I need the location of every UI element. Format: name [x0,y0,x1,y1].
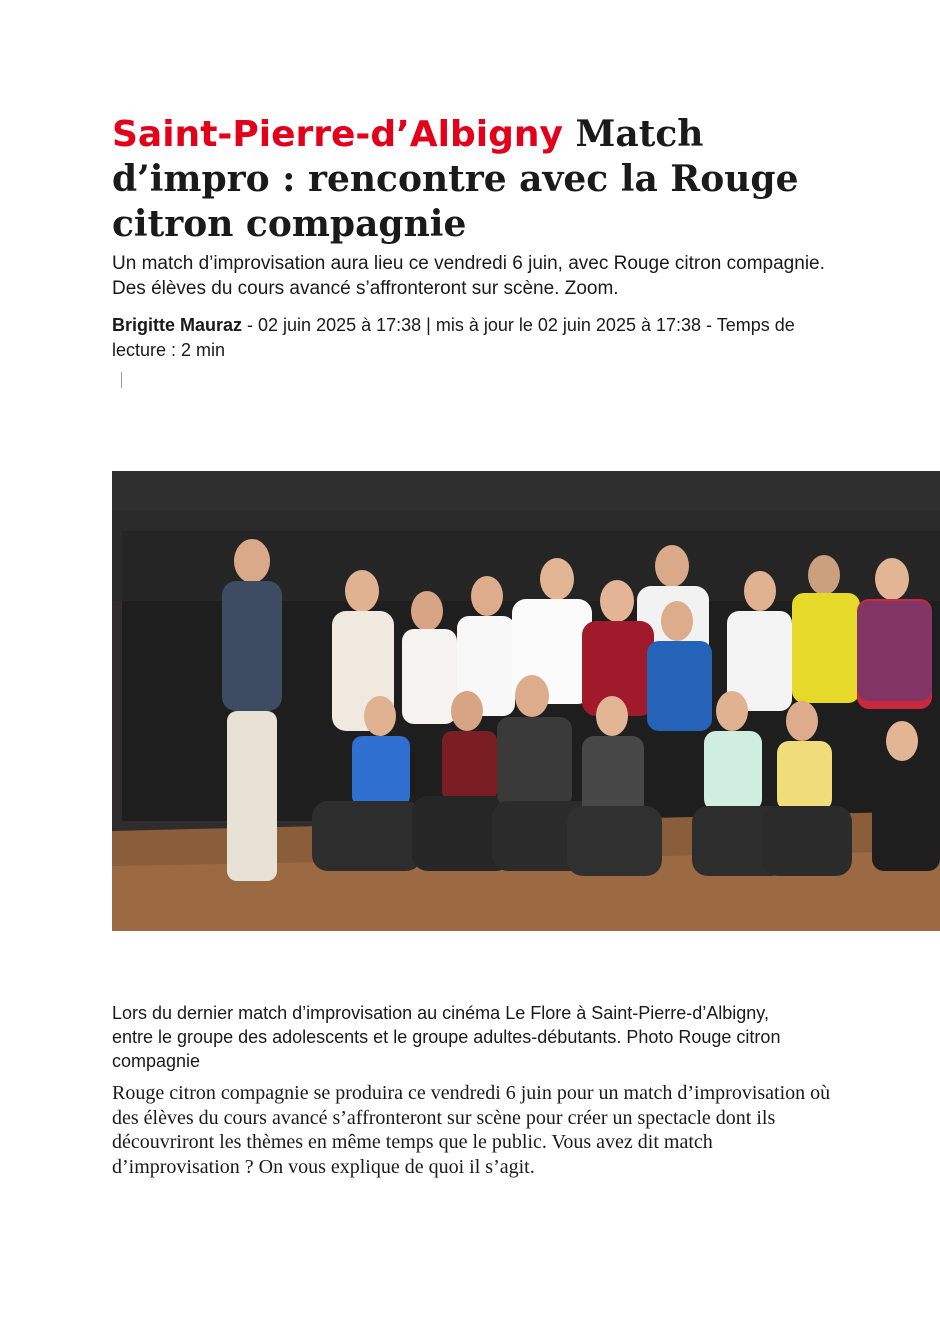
location-label[interactable]: Saint-Pierre-d’Albigny [112,114,563,155]
article-title: Match d’impro : rencontre avec la Rouge citron compagnie [112,113,799,245]
photo-caption: Lors du dernier match d’improvisation au cinéma Le Flore à Saint-Pierre-d’Albigny, entre le groupe des adolescents et le groupe adultes-débutants. Photo Rouge citron compagnie [112,1003,781,1071]
article-photo[interactable] [112,471,940,931]
article-body: Rouge citron compagnie se produira ce vendredi 6 juin pour un match d’improvisation où des élèves du cours avancé s’affronteront sur scène pour créer un spectacle dont ils découvriront les thèmes en même temps que le public. Vous avez dit match d’improvisation ? On vous explique de quoi il s’agit. [112,1082,831,1178]
article-headline [112,112,832,247]
article-header [112,112,832,363]
publication-info: - 02 juin 2025 à 17:38 | mis à jour le 02 juin 2025 à 17:38 - Temps de lecture : 2 min [112,315,795,360]
article-meta [112,313,832,363]
divider [121,372,122,388]
group-photo-illustration [112,471,940,931]
article-summary: Un match d’improvisation aura lieu ce vendredi 6 juin, avec Rouge citron compagnie. Des élèves du cours avancé s’affronteront sur scène. Zoom. [112,253,825,299]
author-name[interactable]: Brigitte Mauraz [112,315,243,335]
